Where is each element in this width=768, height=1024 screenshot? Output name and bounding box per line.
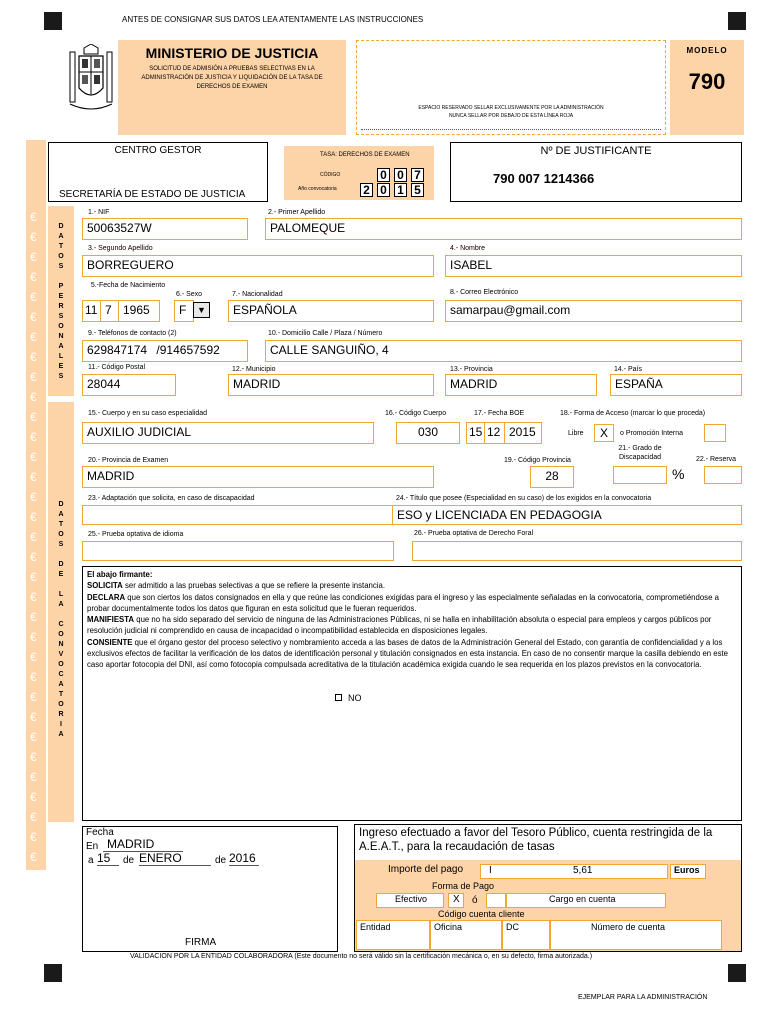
percent-symbol: %	[672, 466, 685, 482]
telefonos-label: 9.- Teléfonos de contacto (2)	[88, 330, 177, 337]
euro-icon: €	[30, 550, 37, 564]
centro-gestor-value: SECRETARÍA DE ESTADO DE JUSTICIA	[59, 189, 246, 200]
lugar-field[interactable]: MADRID	[103, 837, 183, 852]
euro-icon: €	[30, 270, 37, 284]
pais-label: 14.- País	[614, 366, 643, 373]
dia-field[interactable]: 11	[82, 300, 102, 322]
euro-icon: €	[30, 590, 37, 604]
justificante-box	[450, 142, 742, 202]
numero-cuenta-label: Número de cuenta	[591, 922, 666, 932]
modelo-number: 790	[688, 69, 726, 94]
entidad-label: Entidad	[360, 922, 391, 932]
nacimiento-label: 5.-Fecha de Nacimiento	[90, 282, 166, 289]
euro-icon: €	[30, 750, 37, 764]
promocion-label: o Promoción Interna	[620, 430, 684, 437]
cp-label: 11.- Código Postal	[88, 364, 146, 371]
justificante-label: Nº DE JUSTIFICANTE	[540, 145, 652, 157]
no-consent-checkbox[interactable]	[335, 694, 342, 701]
corner-mark	[728, 12, 746, 30]
nif-label: 1.- NIF	[88, 209, 110, 216]
provincia-examen-field[interactable]: MADRID	[82, 466, 434, 488]
cuenta-label: Código cuenta cliente	[438, 909, 525, 919]
fecha-label: Fecha	[86, 827, 114, 838]
o-label: ó	[472, 895, 478, 906]
euro-icon: €	[30, 530, 37, 544]
euro-icon: €	[30, 230, 37, 244]
apellido1-field[interactable]: PALOMEQUE	[265, 218, 742, 240]
cp-field[interactable]: 28044	[82, 374, 176, 396]
a-label: a	[88, 855, 94, 866]
euro-icon: €	[30, 850, 37, 864]
cargo-label: Cargo en cuenta	[506, 893, 666, 908]
foral-label: 26.- Prueba optativa de Derecho Foral	[414, 530, 534, 537]
corner-mark	[728, 964, 746, 982]
codigo-digit: 0	[377, 168, 390, 182]
municipio-label: 12.- Municipio	[232, 366, 276, 373]
anio-digit: 2	[360, 183, 373, 197]
telefonos-field[interactable]	[82, 340, 248, 362]
sexo-field[interactable]: F	[174, 300, 194, 322]
euros-label: Euros	[670, 864, 706, 879]
apellido2-field[interactable]: BORREGUERO	[82, 255, 434, 277]
ministry-subtitle: SOLICITUD DE ADMISIÓN A PRUEBAS SELECTIVAS EN LA ADMINISTRACIÓN DE JUSTICIA Y LIQUIDACIÓN DE LA TASA DE DERECHOS DE EXAMEN	[141, 66, 323, 90]
corner-mark	[44, 12, 62, 30]
idioma-field[interactable]	[82, 541, 394, 561]
firma-mes-field[interactable]: ENERO	[139, 851, 211, 866]
ministry-title: MINISTERIO DE JUSTICIA	[145, 45, 319, 61]
mes-field[interactable]: 7	[100, 300, 120, 322]
red-line	[361, 129, 661, 130]
nif-field[interactable]: 50063527W	[82, 218, 248, 240]
importe-value: 5,61	[573, 865, 593, 876]
declaration-title: El abajo firmante:	[87, 570, 153, 579]
datos-convocatoria-label: D A T O S D E L A C O N V O C A T O R I A	[58, 501, 64, 738]
euro-icon: €	[30, 690, 37, 704]
nombre-label: 4.- Nombre	[450, 245, 486, 252]
importe-label: Importe del pago	[388, 864, 464, 875]
ejemplar-text: EJEMPLAR PARA LA ADMINISTRACIÓN	[578, 994, 708, 1001]
cargo-checkbox[interactable]	[486, 893, 506, 908]
dc-label: DC	[506, 922, 519, 932]
forma-pago-label: Forma de Pago	[432, 881, 495, 891]
euro-icon: €	[30, 650, 37, 664]
foral-field[interactable]	[412, 541, 742, 561]
reserva-field[interactable]	[704, 466, 742, 484]
euro-icon: €	[30, 710, 37, 724]
en-label: En	[86, 841, 99, 852]
modelo-label: MODELO	[686, 46, 728, 55]
declaration-manifiesta: MANIFIESTA que no ha sido separado del servicio de ninguna de las Administraciones Públicas, ni se halla en inhabilitación absoluta o especial para empleos y cargos públicos por resolución judicial ni comprendido en causa de incapacidad o incompatibilidad establecida en disposiciones legales.	[87, 615, 712, 636]
euro-icon: €	[30, 210, 37, 224]
domicilio-label: 10.- Domicilio Calle / Plaza / Número	[268, 330, 383, 337]
adaptacion-label: 23.- Adaptación que solicita, en caso de discapacidad	[88, 495, 255, 502]
titulo-field[interactable]: ESO y LICENCIADA EN PEDAGOGIA	[392, 505, 742, 525]
euro-icon: €	[30, 510, 37, 524]
chevron-down-icon[interactable]: ▼	[193, 302, 210, 318]
declaration-box	[82, 566, 742, 821]
boe-mes-field[interactable]: 12	[484, 422, 506, 444]
oficina-field[interactable]	[430, 920, 502, 950]
euro-icon: €	[30, 330, 37, 344]
validacion-text: VALIDACION POR LA ENTIDAD COLABORADORA (Este documento no será válido sin la certificación mecánica o, en su defecto, firma autorizada.)	[130, 953, 593, 960]
dc-field[interactable]	[502, 920, 550, 950]
centro-gestor-box	[48, 142, 268, 202]
euro-icon: €	[30, 830, 37, 844]
codigo-provincia-label: 19.- Código Provincia	[504, 457, 571, 464]
nacionalidad-field[interactable]: ESPAÑOLA	[228, 300, 434, 322]
anio-digit: 0	[377, 183, 390, 197]
apellido1-label: 2.- Primer Apellido	[268, 209, 326, 216]
codigo-digit: 0	[394, 168, 407, 182]
firma-dia-field[interactable]: 15	[97, 851, 119, 866]
codigo-provincia-field[interactable]: 28	[530, 466, 574, 488]
libre-label: Libre	[568, 430, 584, 437]
seal-text-1: ESPACIO RESERVADO SELLAR EXCLUSIVAMENTE POR LA ADMINISTRACIÓN	[418, 105, 604, 111]
seal-area	[356, 40, 666, 135]
firma-label: FIRMA	[185, 937, 217, 948]
nacionalidad-label: 7.- Nacionalidad	[232, 291, 283, 298]
euro-icon: €	[30, 390, 37, 404]
euro-icon: €	[30, 410, 37, 424]
euro-icon: €	[30, 490, 37, 504]
titulo-label: 24.- Título que posee (Especialidad en su caso) de los exigidos en la convocatoria	[396, 495, 652, 502]
euro-icon: €	[30, 630, 37, 644]
euro-icon: €	[30, 290, 37, 304]
fecha-boe-label: 17.- Fecha BOE	[474, 410, 525, 417]
declaration-declara: DECLARA que son ciertos los datos consignados en ella y que reúne las condiciones exigidas para el ingreso y las especialmente señaladas en la convocatoria, comprometiéndose a probar documentalmente todos los datos que figuran en esta solicitud que le fueran requeridos.	[87, 592, 719, 613]
euro-icon: €	[30, 610, 37, 624]
de1-label: de	[123, 855, 135, 866]
apellido2-label: 3.- Segundo Apellido	[88, 245, 153, 252]
discapacidad-field[interactable]	[613, 466, 667, 484]
no-consent-option[interactable]	[335, 693, 362, 704]
idioma-label: 25.- Prueba optativa de idioma	[88, 531, 184, 538]
promocion-checkbox[interactable]	[704, 424, 726, 442]
sexo-label: 6.- Sexo	[176, 291, 203, 298]
reserva-label: 22.- Reserva	[696, 456, 737, 463]
euro-icon: €	[30, 790, 37, 804]
boe-anio-field[interactable]: 2015	[504, 422, 542, 444]
codigo-digit: 7	[411, 168, 424, 182]
importe-i: I	[489, 865, 492, 876]
codigo-cuerpo-label: 16.- Código Cuerpo	[385, 410, 447, 417]
euro-icon: €	[30, 470, 37, 484]
provincia-examen-label: 20.- Provincia de Examen	[88, 457, 169, 464]
pago-title: Ingreso efectuado a favor del Tesoro Público, cuenta restringida de la A.E.A.T., para la recaudación de tasas	[359, 827, 713, 853]
justificante-value: 790 007 1214366	[493, 171, 595, 186]
euro-icon: €	[30, 770, 37, 784]
provincia-label: 13.- Provincia	[450, 366, 493, 373]
codigo-label: CÓDIGO	[320, 172, 341, 178]
de2-label: de	[215, 855, 227, 866]
declaration-consiente: CONSIENTE que el órgano gestor del proceso selectivo y nombramiento acceda a las bases de datos de la Administración General del Estado, con garantía de confidencialidad y a los exclusivos efectos de facilitar la verificación de los datos de identificación personal y titulación consignados en esta instancia. En caso de no consentir marque la casilla debiendo en este caso aportar fotocopia del DNI, así como fotocopia compulsada acreditativa de la titulación académica exigida cuando le sea requerida en los plazos previstos en la convocatoria.	[87, 637, 729, 670]
telefono1-value: 629847174	[87, 343, 148, 357]
euro-icon: €	[30, 250, 37, 264]
euro-icon: €	[30, 430, 37, 444]
efectivo-checkbox[interactable]: X	[448, 893, 464, 908]
email-label: 8.- Correo Electrónico	[450, 289, 519, 296]
provincia-field[interactable]: MADRID	[445, 374, 597, 396]
nombre-field[interactable]: ISABEL	[445, 255, 742, 277]
numero-cuenta-field[interactable]	[550, 920, 722, 950]
coat-of-arms-icon	[66, 44, 116, 116]
efectivo-label: Efectivo	[376, 893, 444, 908]
seal-text-2: NUNCA SELLAR POR DEBAJO DE ESTA LÍNEA ROJA	[448, 113, 574, 119]
datos-personales-label: D A T O S P E R S O N A L E S	[58, 223, 64, 380]
libre-checkbox[interactable]: X	[594, 424, 614, 442]
municipio-field[interactable]: MADRID	[228, 374, 434, 396]
entidad-field[interactable]	[356, 920, 430, 950]
no-consent-label: NO	[348, 693, 362, 703]
acceso-label: 18.- Forma de Acceso (marcar lo que proceda)	[560, 410, 706, 417]
tasa-label: TASA: DERECHOS DE EXAMEN	[320, 152, 410, 158]
instructions-text: ANTES DE CONSIGNAR SUS DATOS LEA ATENTAMENTE LAS INSTRUCCIONES	[122, 15, 424, 24]
discapacidad-label: 21.- Grado de Discapacidad	[618, 445, 662, 461]
euro-icon: €	[30, 670, 37, 684]
telefono2-value: /914657592	[156, 343, 220, 357]
euro-icon: €	[30, 350, 37, 364]
adaptacion-field[interactable]	[82, 505, 394, 525]
corner-mark	[44, 964, 62, 982]
modelo-box	[670, 40, 744, 135]
firma-anio-field[interactable]: 2016	[229, 851, 259, 866]
importe-field[interactable]	[480, 864, 668, 879]
euro-icon: €	[30, 450, 37, 464]
codigo-cuerpo-field[interactable]: 030	[396, 422, 460, 444]
oficina-label: Oficina	[434, 922, 463, 932]
email-field[interactable]: samarpau@gmail.com	[445, 300, 742, 322]
ministry-header	[118, 40, 346, 135]
anio-field[interactable]: 1965	[118, 300, 160, 322]
euro-icon: €	[30, 730, 37, 744]
domicilio-field[interactable]: CALLE SANGUIÑO, 4	[265, 340, 742, 362]
firma-box	[82, 826, 338, 952]
euro-icon: €	[30, 810, 37, 824]
pais-field[interactable]: ESPAÑA	[610, 374, 742, 396]
anio-digit: 5	[411, 183, 424, 197]
cuerpo-label: 15.- Cuerpo y en su caso especialidad	[88, 410, 208, 417]
anio-convocatoria-label: Año convocatoria	[298, 186, 337, 192]
centro-gestor-label: CENTRO GESTOR	[114, 145, 202, 156]
boe-dia-field[interactable]: 15	[466, 422, 486, 444]
declaration-solicita: SOLICITA ser admitido a las pruebas selectivas a que se refiere la presente instancia.	[87, 581, 386, 591]
cuerpo-field[interactable]: AUXILIO JUDICIAL	[82, 422, 374, 444]
euro-icon: €	[30, 370, 37, 384]
euro-icon: €	[30, 570, 37, 584]
anio-digit: 1	[394, 183, 407, 197]
euro-icon: €	[30, 310, 37, 324]
